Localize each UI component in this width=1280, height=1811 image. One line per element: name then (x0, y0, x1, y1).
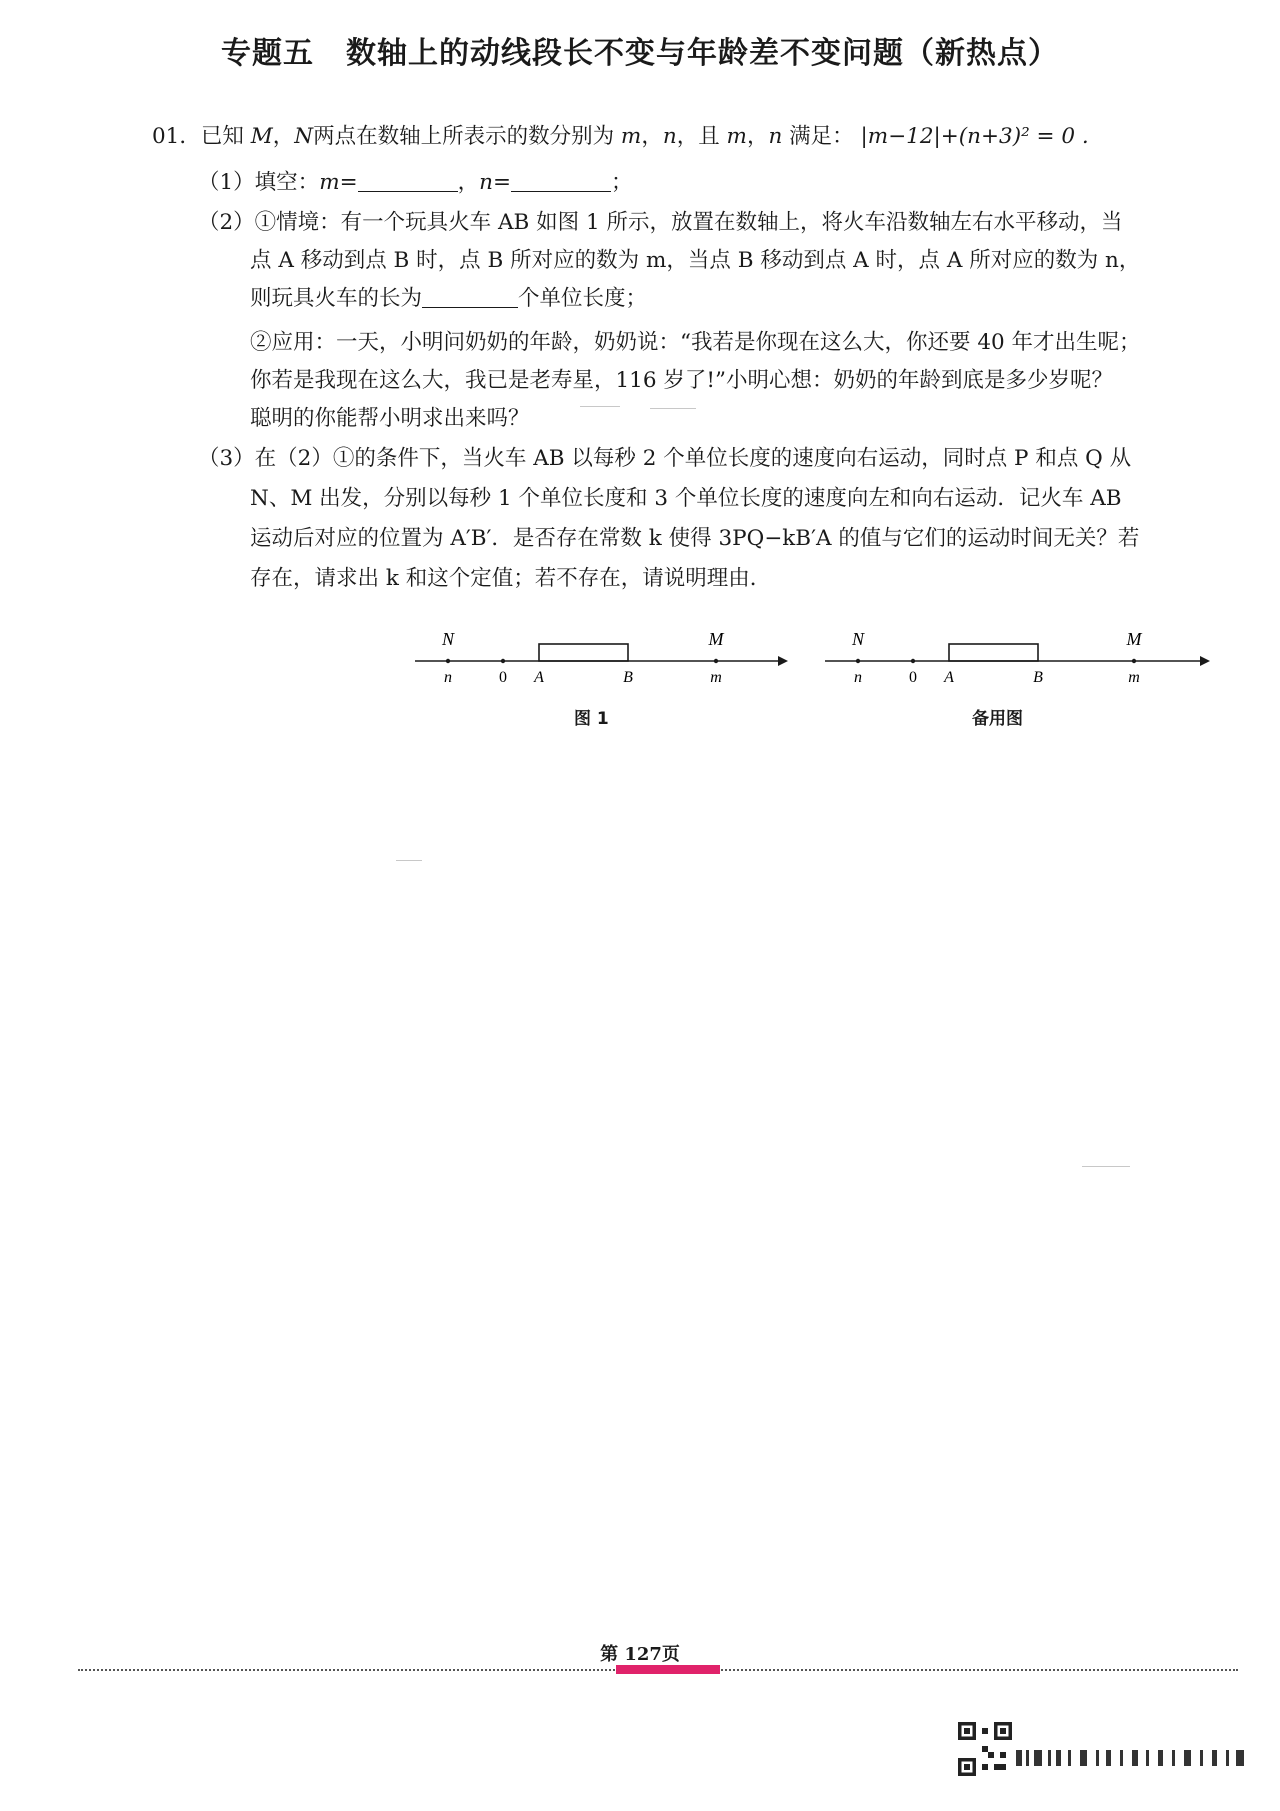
number-line-figure-1 (410, 628, 790, 700)
stem-sep: ， (746, 124, 769, 149)
footer-accent-tab (616, 1665, 720, 1674)
label-B: B (623, 669, 633, 686)
part-1 (198, 170, 633, 196)
stem-text: 满足： (789, 124, 854, 149)
point-N-dot (446, 659, 450, 663)
label-N: N (441, 629, 455, 649)
title-topic-number: 专题五 (221, 36, 314, 71)
label-M: M (708, 629, 724, 649)
label-n: n (444, 669, 452, 686)
label-A: A (534, 669, 544, 686)
stem-text: 已知 (200, 124, 244, 149)
stem-var-M: M (250, 124, 273, 149)
answer-blank-train-length[interactable] (422, 287, 518, 308)
stem-sep: ， (641, 124, 663, 149)
answer-blank-n[interactable] (511, 171, 611, 192)
part-1-label: （1）填空： (198, 170, 320, 195)
question-stem (152, 124, 1089, 150)
scan-smudge (396, 860, 422, 861)
scan-smudge (650, 408, 696, 409)
part-1-sep: ， (457, 170, 480, 195)
part-2-line-6: 聪明的你能帮小明求出来吗？ (250, 406, 530, 431)
part-2-line-4: ②应用：一天，小明问奶奶的年龄，奶奶说：“我若是你现在这么大，你还要 40 年才出生呢； (250, 330, 1141, 355)
figure-backup-caption: 备用图 (972, 709, 1023, 729)
label-zero: 0 (909, 669, 917, 686)
figure-1-caption: 图 1 (574, 709, 609, 729)
label-A: A (944, 669, 954, 686)
stem-text: 两点在数轴上所表示的数分别为 (313, 124, 615, 149)
qr-code-icon (958, 1722, 1012, 1776)
axis-arrow-icon (778, 656, 788, 666)
axis-arrow-icon (1200, 656, 1210, 666)
question-number: 01． (152, 124, 201, 149)
stem-formula: |m−12|+(n+3)² = 0 . (860, 124, 1089, 149)
number-line-figure-backup (820, 628, 1212, 700)
label-B: B (1033, 669, 1043, 686)
stem-var-m: m (726, 124, 747, 149)
point-M-dot (1132, 659, 1136, 663)
answer-blank-m[interactable] (358, 171, 458, 192)
part-1-end: ； (610, 170, 633, 195)
point-zero-dot (911, 659, 915, 663)
part-2-line-1: （2）①情境：有一个玩具火车 AB 如图 1 所示，放置在数轴上，将火车沿数轴左右水平移动，当 (198, 210, 1123, 235)
part-2-line-3-text: 个单位长度； (518, 286, 648, 311)
stem-sep: ， (272, 124, 295, 149)
part-3-line-4: 存在，请求出 k 和这个定值；若不存在，请说明理由． (250, 566, 772, 591)
label-M: M (1126, 629, 1142, 649)
label-n: n (854, 669, 862, 686)
stem-var-n: n (768, 124, 783, 149)
part-2-line-3 (250, 286, 647, 312)
part-2-line-3-text: 则玩具火车的长为 (250, 286, 423, 311)
part-1-m-label: m= (319, 170, 358, 195)
scan-smudge (580, 406, 620, 407)
label-N: N (851, 629, 865, 649)
part-2-line-5: 你若是我现在这么大，我已是老寿星，116 岁了!”小明心想：奶奶的年龄到底是多少岁呢？ (250, 368, 1114, 393)
part-2-line-2: 点 A 移动到点 B 时，点 B 所对应的数为 m，当点 B 移动到点 A 时，点 A 所对应的数为 n， (250, 248, 1141, 273)
stem-var-m: m (620, 124, 642, 149)
toy-train-AB (949, 644, 1038, 661)
label-zero: 0 (499, 669, 507, 686)
title-topic-name: 数轴上的动线段长不变与年龄差不变问题（新热点） (346, 36, 1059, 71)
stem-var-n: n (662, 124, 677, 149)
label-m: m (710, 669, 722, 686)
stem-text: ，且 (676, 124, 720, 149)
part-3-line-3: 运动后对应的位置为 A′B′．是否存在常数 k 使得 3PQ−kB′A 的值与它们的运动时间无关？若 (250, 526, 1140, 551)
scan-smudge (1082, 1166, 1130, 1167)
part-3-line-2: N、M 出发，分别以每秒 1 个单位长度和 3 个单位长度的速度向左和向右运动．记火车 AB (250, 486, 1122, 511)
toy-train-AB (539, 644, 628, 661)
point-M-dot (714, 659, 718, 663)
point-zero-dot (501, 659, 505, 663)
point-N-dot (856, 659, 860, 663)
part-1-n-label: n= (479, 170, 511, 195)
barcode-icon (1016, 1748, 1246, 1768)
part-3-line-1: （3）在（2）①的条件下，当火车 AB 以每秒 2 个单位长度的速度向右运动，同时点 P 和点 Q 从 (198, 446, 1132, 471)
page-number: 第 127页 (600, 1644, 680, 1665)
stem-var-N: N (294, 124, 314, 149)
label-m: m (1128, 669, 1140, 686)
page-title (0, 28, 1280, 72)
